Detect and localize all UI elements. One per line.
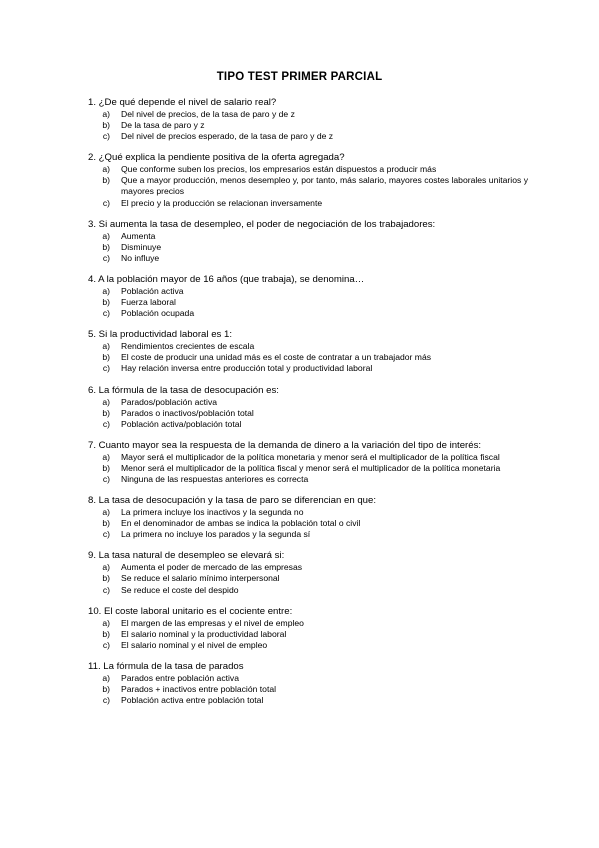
option-letter: a)	[102, 230, 110, 241]
option-letter: a)	[102, 396, 110, 407]
option-letter: b)	[102, 518, 110, 529]
question-text: 5. Si la productividad laboral es 1:	[88, 329, 232, 341]
option-text: El margen de las empresas y el nivel de empleo	[121, 617, 304, 628]
question-text: 3. Si aumenta la tasa de desempleo, el poder de negociación de los trabajadores:	[88, 218, 436, 230]
answer-option	[88, 253, 528, 264]
option-letter: b)	[102, 175, 110, 186]
answer-option	[88, 618, 528, 629]
question-4	[88, 274, 528, 319]
answer-option	[88, 231, 528, 242]
answer-option	[88, 242, 528, 253]
answer-option	[88, 673, 528, 684]
option-list	[88, 562, 528, 595]
option-letter: b)	[102, 297, 110, 308]
option-list	[88, 164, 528, 208]
option-letter: a)	[102, 672, 110, 683]
question-8	[88, 495, 528, 540]
option-list	[88, 231, 528, 264]
answer-option	[88, 562, 528, 573]
option-text: Del nivel de precios esperado, de la tasa de paro y de z	[121, 131, 334, 142]
question-10	[88, 606, 528, 651]
option-letter: c)	[102, 695, 110, 706]
question-text: 6. La fórmula de la tasa de desocupación es:	[88, 384, 279, 396]
option-text: Que conforme suben los precios, los empresarios están dispuestos a producir más	[121, 164, 437, 175]
option-letter: b)	[102, 628, 110, 639]
answer-option	[88, 120, 528, 131]
option-text: Población activa	[121, 285, 184, 296]
answer-option	[88, 585, 528, 596]
question-1	[88, 97, 528, 142]
question-text: 10. El coste laboral unitario es el cociente entre:	[88, 605, 293, 617]
question-9	[88, 550, 528, 595]
answer-option	[88, 131, 528, 142]
option-text: Parados o inactivos/población total	[121, 407, 254, 418]
option-text: Del nivel de precios, de la tasa de paro y de z	[121, 109, 295, 119]
question-text: 2. ¿Qué explica la pendiente positiva de la oferta agregada?	[88, 152, 345, 164]
option-text: Población ocupada	[121, 308, 195, 319]
option-text: El precio y la producción se relacionan inversamente	[121, 197, 323, 208]
option-list	[88, 341, 528, 374]
option-letter: a)	[102, 109, 110, 119]
option-list	[88, 618, 528, 651]
option-letter: a)	[102, 562, 110, 573]
option-text: El salario nominal y la productividad laboral	[121, 628, 287, 639]
question-2	[88, 152, 528, 208]
option-letter: b)	[102, 241, 110, 252]
document-title: TIPO TEST PRIMER PARCIAL	[216, 71, 383, 83]
answer-option	[88, 175, 528, 197]
option-letter: c)	[102, 584, 110, 595]
answer-option	[88, 363, 528, 374]
option-letter: a)	[102, 507, 110, 518]
answer-option	[88, 452, 528, 463]
option-text: Ninguna de las respuestas anteriores es correcta	[121, 473, 309, 484]
option-list	[88, 109, 528, 142]
option-letter: a)	[102, 164, 110, 175]
option-text: Se reduce el salario mínimo interpersonal	[121, 573, 280, 584]
question-3	[88, 219, 528, 264]
answer-option	[88, 573, 528, 584]
option-text: Aumenta	[121, 230, 156, 241]
option-list	[88, 286, 528, 319]
question-text: 9. La tasa natural de desempleo se elevará si:	[88, 550, 285, 562]
question-6	[88, 385, 528, 430]
option-text: Que a mayor producción, menos desempleo y, por tanto, más salario, mayores costes laborales unitarios y mayores precios	[121, 175, 528, 197]
answer-option	[88, 408, 528, 419]
option-text: Menor será el multiplicador de la política fiscal y menor será el multiplicador de la política monetaria	[121, 462, 501, 473]
option-letter: c)	[102, 363, 110, 374]
option-text: Parados + inactivos entre población total	[121, 684, 277, 694]
option-text: En el denominador de ambas se indica la población total o civil	[121, 518, 361, 529]
answer-option	[88, 352, 528, 363]
option-text: Mayor será el multiplicador de la política monetaria y menor será el multiplicador de la política fiscal	[121, 451, 500, 462]
option-letter: c)	[102, 252, 110, 263]
option-letter: b)	[102, 462, 110, 473]
answer-option	[88, 286, 528, 297]
option-letter: c)	[102, 639, 110, 650]
option-text: El salario nominal y el nivel de empleo	[121, 639, 268, 650]
option-text: El coste de producir una unidad más es el coste de contratar a un trabajador más	[121, 352, 432, 363]
question-5	[88, 329, 528, 374]
question-7	[88, 440, 528, 485]
option-text: Fuerza laboral	[121, 297, 176, 308]
option-letter: c)	[102, 529, 110, 540]
answer-option	[88, 695, 528, 706]
option-letter: c)	[102, 131, 110, 142]
question-text: 8. La tasa de desocupación y la tasa de paro se diferencian en que:	[88, 495, 377, 507]
answer-option	[88, 109, 528, 120]
option-list	[88, 452, 528, 485]
option-text: Población activa/población total	[121, 418, 242, 429]
option-text: Parados entre población activa	[121, 672, 240, 683]
option-text: Población activa entre población total	[121, 695, 264, 706]
option-text: Se reduce el coste del despido	[121, 584, 239, 595]
option-letter: a)	[102, 617, 110, 628]
option-list	[88, 673, 528, 706]
option-text: Hay relación inversa entre producción total y productividad laboral	[121, 363, 373, 374]
answer-option	[88, 164, 528, 175]
option-text: Parados/población activa	[121, 396, 218, 407]
question-text: 4. A la población mayor de 16 años (que trabaja), se denomina…	[88, 273, 365, 285]
option-letter: a)	[102, 285, 110, 296]
answer-option	[88, 308, 528, 319]
answer-option	[88, 397, 528, 408]
option-text: Rendimientos crecientes de escala	[121, 341, 255, 352]
option-text: De la tasa de paro y z	[121, 120, 205, 131]
option-text: Aumenta el poder de mercado de las empresas	[121, 562, 303, 573]
option-letter: b)	[102, 684, 110, 694]
answer-option	[88, 341, 528, 352]
option-list	[88, 507, 528, 540]
option-letter: c)	[102, 308, 110, 319]
answer-option	[88, 518, 528, 529]
option-letter: a)	[102, 451, 110, 462]
option-letter: b)	[102, 120, 110, 131]
answer-option	[88, 419, 528, 430]
option-list	[88, 397, 528, 430]
answer-option	[88, 198, 528, 209]
answer-option	[88, 684, 528, 695]
answer-option	[88, 474, 528, 485]
answer-option	[88, 629, 528, 640]
option-text: La primera incluye los inactivos y la segunda no	[121, 507, 304, 518]
answer-option	[88, 507, 528, 518]
question-11	[88, 661, 528, 706]
answer-option	[88, 640, 528, 651]
option-text: Disminuye	[121, 241, 162, 252]
question-list	[88, 97, 528, 716]
answer-option	[88, 297, 528, 308]
option-letter: b)	[102, 352, 110, 363]
option-letter: c)	[102, 418, 110, 429]
option-text: La primera no incluye los parados y la segunda sí	[121, 529, 311, 540]
answer-option	[88, 529, 528, 540]
option-letter: c)	[102, 473, 110, 484]
option-letter: a)	[102, 341, 110, 352]
answer-option	[88, 463, 528, 474]
question-text: 11. La fórmula de la tasa de parados	[88, 660, 244, 672]
option-letter: b)	[102, 573, 110, 584]
option-letter: b)	[102, 407, 110, 418]
option-text: No influye	[121, 252, 160, 263]
question-text: 1. ¿De qué depende el nivel de salario real?	[88, 97, 277, 108]
question-text: 7. Cuanto mayor sea la respuesta de la demanda de dinero a la variación del tipo de interés:	[88, 439, 482, 451]
option-letter: c)	[102, 197, 110, 208]
